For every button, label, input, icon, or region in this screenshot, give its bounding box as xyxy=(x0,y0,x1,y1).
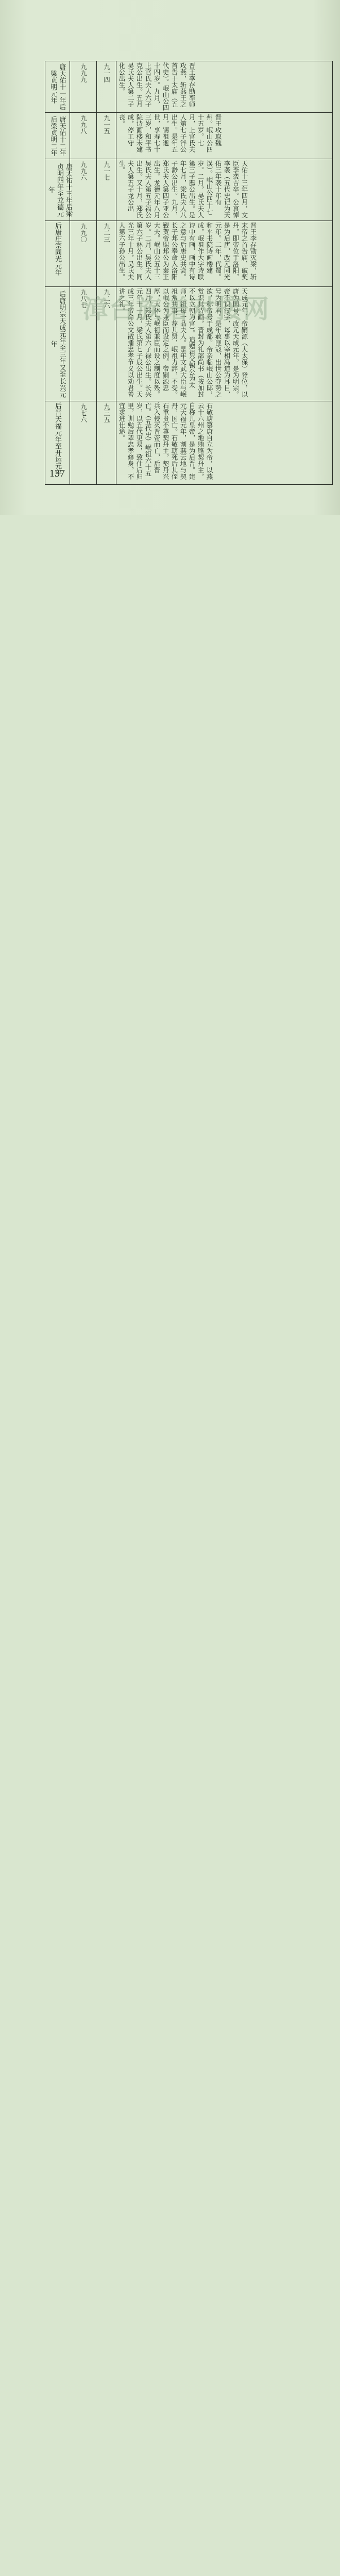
year-cell: 九一五 xyxy=(97,113,116,159)
table-row xyxy=(45,159,333,221)
year-cell: 九三五 xyxy=(97,401,116,485)
notes-cell: 晋王李存勖灭梁，斩末帝之首告庙，破契丹，即帝位于洛阳，是为后唐，改元同光元年。二年，代蜀。和平书院诗画楼建成，岷祖作大字诗联诗中有画，画中有诗之意与后唐史共尝。长子邦公奉命入洛阳觐贺帝赐邦公为秦王大夫。岷山公五十三岁。二月，吴氏夫人第六子林公出生。同光三年十月，吴氏夫人第六子孙公出生。 xyxy=(116,221,333,287)
page-number: 137 xyxy=(49,468,65,479)
watermark: 漳台族谱对接网 xyxy=(82,294,270,324)
chronology-table xyxy=(45,61,333,485)
document-page xyxy=(0,0,340,515)
year-cell: 九二六 xyxy=(97,287,116,401)
notes-cell: 天成元年，帝嗣源（大太保）登位，以唐为国号，改元天成元年，是为明宗。帝不识汉字，每事以宰相冯道为耳目，号为明君。是年赦匪寇，出世公夺势之欲，称帝号于成都。帝亲临岷山公邸，赏识其诗画，晋封为礼部尚书（按加封不以立朝为官）。追赠祖父锡公为太师，祖母一品夫人。是年文武大臣与岷祖常共事，荐其贤，岷祖力辞，不受。以岷公为兼臣而设定之例。帝嗣源忠厚，大体与岷祖兼臣而设之制度以殁。四月，郑氏夫人第六子禄公出生。长兴元年十一月，梁氏第七子辰公出生。天成三年帝命公文散播忠孝节义以劝君善讲之礼。 xyxy=(116,287,333,401)
era-cell: 后唐庄宗同光元年 xyxy=(45,221,70,287)
notes-cell: 晋王李存勖率师攻燕，斩燕王之首告于太庙（五代史）。岷山公四十四岁。九月，上官氏夫人六子克公出生。五月吴氏夫人第二子化公出生。 xyxy=(116,61,333,113)
year-cell: 九一七 xyxy=(97,159,116,221)
table-row xyxy=(45,61,333,113)
era-cell: 后唐明宗天成元年至三年又至长兴元年 xyxy=(45,287,70,401)
notes-cell: 晋王攻取魏州。岷山公四十五岁。七月，上官氏夫人第七子泮公出生。是年五月，锡祖逝世，享寿七十三岁，和平书院诗画楼未建成，停工守丧。 xyxy=(116,113,333,159)
era-cell: 唐天佑十三年后梁贞明四年至龙德元年 xyxy=(45,159,70,221)
year-cell: 九八七 xyxy=(70,287,97,401)
era-cell: 唐天佑十二年后梁贞明二年 xyxy=(45,113,70,159)
table-row xyxy=(45,401,333,485)
year-cell: 九七六 xyxy=(70,401,97,485)
table-row xyxy=(45,221,333,287)
year-cell: 九九六 xyxy=(70,159,97,221)
year-cell: 九九八 xyxy=(70,113,97,159)
year-cell: 九一四 xyxy=(97,61,116,113)
table-row xyxy=(45,113,333,159)
year-cell: 九二三 xyxy=(97,221,116,287)
notes-cell: 石敬瑭篡唐自立为帝，以燕云十六州之地贿赂契丹主，自称儿皇帝，是为后晋。建元天福元年，割燕云地与契丹，国亡。石敬瑭死后其侄石重贵不尊契丹主，契丹兴兵入侵灭晋帝而亡，后晋亡。（五代史）岷祖六十五岁，以五代更易，致仕后归里，训勉后辈忠孝修身，不宜求进仕途。 xyxy=(116,401,333,485)
year-cell: 九九九 xyxy=(70,61,97,113)
year-cell: 九九〇 xyxy=(70,221,97,287)
era-cell: 唐天佑十一年后梁贞明元年 xyxy=(45,61,70,113)
notes-cell: 天佑十三年四月，文臣李袭吉卒。公哀悼李袭（五代史记为天佑三年袭十年有误）。岷山公四十七岁。二月，吴氏夫人第三子薦公出生。是年七月，梁氏夫人八子渺公出生。九月，郑氏夫人第四子亚公出生。龙德元年八月吴氏夫人第五子福公出生。又十月，郑氏夫人第五子龙公出生。 xyxy=(116,159,333,221)
era-cell: 后晋天福元年至开运元年 xyxy=(45,401,70,485)
